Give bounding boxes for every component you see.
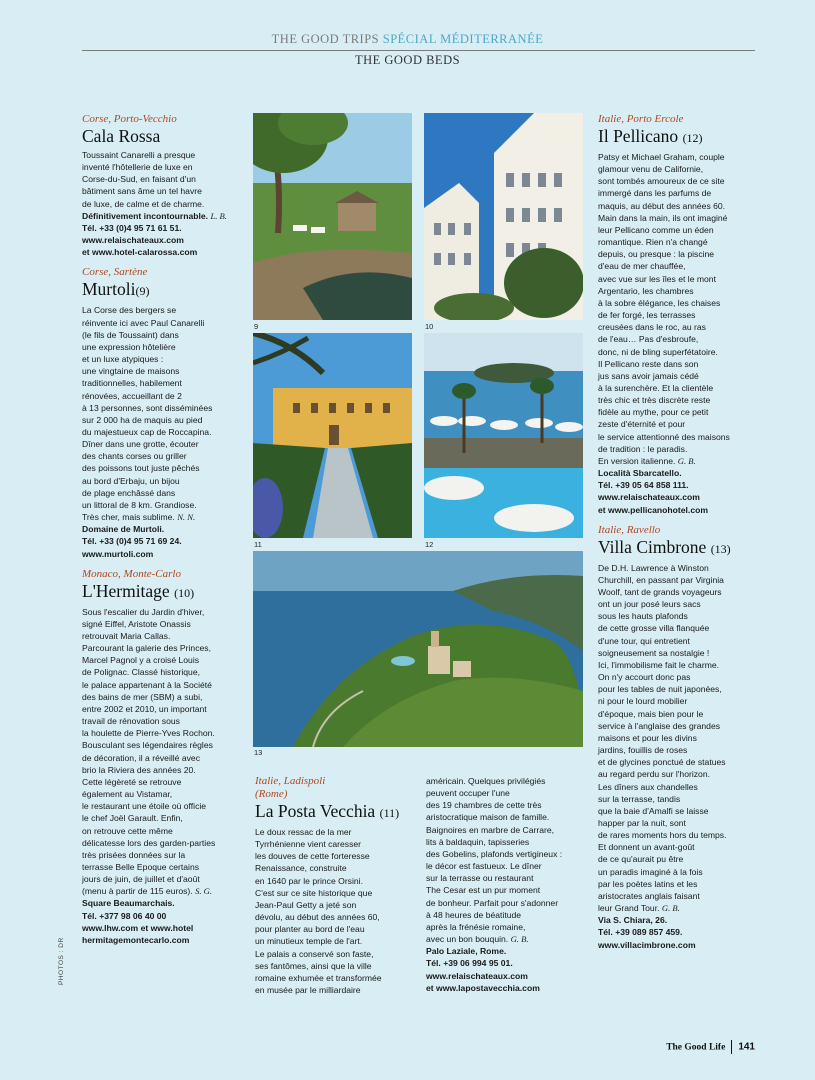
text-line: donc, ni de bling superfétatoire. xyxy=(598,346,718,357)
page-number: 141 xyxy=(738,1041,755,1053)
body-last-line: (menu à partir de 115 euros). xyxy=(82,886,193,897)
text-line: Et donnent un avant-goût xyxy=(598,842,695,853)
text-line: sont tombés amoureux de ce site xyxy=(598,176,725,187)
text-line: Dîner dans une grotte, écouter xyxy=(82,439,199,450)
text-line: creusées dans le roc, au ras xyxy=(598,322,706,333)
text-line: peuvent occuper l'une xyxy=(426,788,510,799)
photo-posta-vecchia xyxy=(253,333,412,538)
magazine-name: The Good Life xyxy=(666,1042,726,1053)
text-line: Tyrrhénienne vient caresser xyxy=(255,839,362,850)
text-line: Patsy et Michael Graham, couple xyxy=(598,152,725,162)
text-line: une vingtaine de maisons xyxy=(82,366,180,377)
body-text xyxy=(598,562,758,902)
body-text xyxy=(82,304,247,511)
text-line: à 48 heures de béatitude xyxy=(426,909,522,920)
text-line: hermitagemontecarlo.com xyxy=(82,934,190,945)
text-line: de tradition : le paradis. xyxy=(598,443,688,454)
text-line: très chic et très discrète reste xyxy=(598,395,711,406)
text-line: réinvente ici avec Paul Canarelli xyxy=(82,317,205,328)
text-line: happer par la nuit, sont xyxy=(598,817,686,828)
author-initials: L. B. xyxy=(210,210,227,221)
text-line: retrouvait Maria Callas. xyxy=(82,631,171,641)
text-line: une expression hôtelière xyxy=(82,341,176,352)
text-line: en musée par le milliardaire xyxy=(255,985,361,996)
photo-reference: (13) xyxy=(710,541,731,556)
photo-cala-rossa xyxy=(253,113,412,320)
contact-info xyxy=(426,945,586,994)
article-hermitage xyxy=(82,568,247,946)
text-line: le service attentionné des maisons xyxy=(598,431,730,442)
contact-info xyxy=(598,914,758,950)
text-line: la houlette de Pierre-Yves Rochon. xyxy=(82,728,215,739)
text-line: www.relaischateaux.com xyxy=(82,235,184,246)
text-line: Corse-du-Sud, en faisant d'un xyxy=(82,174,196,185)
contact-info xyxy=(82,222,247,258)
hotel-name xyxy=(82,581,247,603)
photo-reference: (12) xyxy=(682,131,703,145)
text-line: terrasse Belle Epoque certains xyxy=(82,861,200,872)
text-line: également au Vistamar, xyxy=(82,789,173,800)
text-line: dévolu, au début des années 60, xyxy=(255,912,380,923)
hotel-name xyxy=(598,126,758,148)
text-line: Tél. +39 05 64 858 111. xyxy=(598,480,689,491)
text-line: www.villacimbrone.com xyxy=(598,939,696,950)
text-line: bâtiment sans âme un tel havre xyxy=(82,186,202,197)
author-initials: S. G. xyxy=(195,886,213,897)
text-line: Baignoires en marbre de Carrare, xyxy=(426,824,555,835)
header-rule xyxy=(82,50,755,51)
text-line: jus sans avoir jamais cédé xyxy=(598,370,699,381)
text-line: Palo Laziale, Rome. xyxy=(426,946,507,957)
body-text xyxy=(426,775,586,933)
text-line: www.murtoli.com xyxy=(82,548,154,559)
location: Corse, Sartène xyxy=(82,266,148,279)
text-line: sur la terrasse ou restaurant xyxy=(426,873,534,884)
location-city: (Rome) xyxy=(255,788,288,800)
hotel-name xyxy=(598,537,758,559)
hotel-name-text: L'Hermitage xyxy=(82,580,170,601)
text-line: de rares moments hors du temps. xyxy=(598,830,727,841)
page-footer xyxy=(666,1040,755,1054)
location: Monaco, Monte-Carlo xyxy=(82,567,181,580)
text-line: et www.pellicanohotel.com xyxy=(598,504,708,515)
hotel-name-text: Cala Rossa xyxy=(82,126,161,146)
text-line: et de glycines ponctué de statues xyxy=(598,757,726,768)
text-line: fidèle au mythe, pour ce petit xyxy=(598,407,709,418)
hotel-name-text: Murtoli xyxy=(82,279,136,300)
text-line: sous les hauts plafonds xyxy=(598,611,688,622)
text-line: Via S. Chiara, 26. xyxy=(598,915,668,926)
text-line: de cette grosse villa flanquée xyxy=(598,623,710,634)
text-line: d'époque, mais bien pour le xyxy=(598,708,704,719)
text-line: que la baie d'Amalfi se laisse xyxy=(598,805,709,816)
text-line: au bord d'Erbaju, un bijou xyxy=(82,475,180,486)
text-line: Renaissance, construite xyxy=(255,863,347,874)
hotel-name xyxy=(82,279,247,301)
page-header xyxy=(0,32,815,68)
text-line: maisons et pour les divins xyxy=(598,732,697,743)
photo-reference: (11) xyxy=(379,806,400,820)
hotel-name xyxy=(255,801,415,823)
text-line: le décor est fastueux. Le dîner xyxy=(426,861,542,872)
text-line: www.relaischateaux.com xyxy=(426,970,528,981)
text-line: service à l'anglaise des grandes xyxy=(598,720,721,731)
text-line: www.lhw.com et www.hotel xyxy=(82,922,194,933)
photo-pellicano xyxy=(424,333,583,538)
text-line: leur Pellicano comme un éden xyxy=(598,224,714,235)
body-last-line: Définitivement incontournable. xyxy=(82,210,209,221)
text-line: de plage enchâssé dans xyxy=(82,487,176,498)
text-line: ni pour le lourd mobilier xyxy=(598,696,688,707)
photo-number: 11 xyxy=(254,540,262,549)
body-text xyxy=(255,826,415,996)
text-line: et un luxe atypiques : xyxy=(82,354,164,365)
article-posta-vecchia xyxy=(255,775,415,996)
text-line: et www.hotel-calarossa.com xyxy=(82,247,198,258)
text-line: des chants corses ou griller xyxy=(82,451,187,462)
author-initials: G. B. xyxy=(661,903,680,914)
contact-info xyxy=(82,523,247,559)
photo-reference: (9) xyxy=(135,284,150,299)
text-line: jours de juin, de juillet et d'août xyxy=(82,874,200,885)
text-line: au regard perdu sur l'horizon. xyxy=(598,769,710,780)
text-line: les douves de cette forteresse xyxy=(255,851,370,862)
left-column xyxy=(82,113,247,954)
text-line: des 19 chambres de cette très xyxy=(426,800,542,811)
photo-credit: PHOTOS : DR xyxy=(58,937,65,985)
text-line: un minutieux temple de l'art. xyxy=(255,936,363,947)
text-line: entre 2002 et 2010, un important xyxy=(82,703,207,714)
text-line: Square Beaumarchais. xyxy=(82,898,175,909)
right-column xyxy=(598,113,758,959)
body-text xyxy=(82,606,247,886)
text-line: Il Pellicano reste dans son xyxy=(598,358,699,369)
text-line: un paradis imaginé à la fois xyxy=(598,866,703,877)
body-last-line: avec un bon bouquin. xyxy=(426,934,509,945)
text-line: Sous l'escalier du Jardin d'hiver, xyxy=(82,606,205,617)
text-line: aristocrates anglais faisant xyxy=(598,890,700,901)
article-cala-rossa xyxy=(82,113,247,258)
text-line: brio la Riviera des années 20. xyxy=(82,764,196,775)
text-line: traditionnelles, habilement xyxy=(82,378,182,389)
text-line: The Cesar est un pur moment xyxy=(426,885,541,896)
text-line: à 13 personnes, sont disséminées xyxy=(82,402,213,413)
text-line: avec vue sur les îles et le mont xyxy=(598,273,716,284)
photo-villa-cimbrone xyxy=(253,551,583,747)
text-line: rénovées, accueillant de 2 xyxy=(82,390,182,401)
text-line: le restaurant une étoile où officie xyxy=(82,801,207,812)
article-posta-vecchia-cont xyxy=(426,775,586,994)
text-line: un littoral de 8 km. Grandiose. xyxy=(82,499,197,510)
contact-info xyxy=(598,467,758,516)
photo-number: 10 xyxy=(425,322,434,331)
article-pellicano xyxy=(598,113,758,516)
text-line: Tél. +33 (0)4 95 71 69 24. xyxy=(82,536,182,547)
text-line: Toussaint Canarelli a presque xyxy=(82,150,196,160)
photo-reference: (10) xyxy=(174,585,195,600)
text-line: Tél. +33 (0)4 95 71 61 51. xyxy=(82,222,182,233)
text-line: glamour venu de Californie, xyxy=(598,164,704,175)
text-line: Cette légèreté se retrouve xyxy=(82,776,182,787)
text-line: sur la terrasse, tandis xyxy=(598,793,681,804)
text-line: Ici, l'immobilisme fait le charme. xyxy=(598,659,720,670)
photo-number: 13 xyxy=(254,748,263,757)
text-line: Churchill, en passant par Virginia xyxy=(598,574,724,585)
location: Italie, Porto Ercole xyxy=(598,113,684,125)
text-line: du majestueux cap de Roccapina. xyxy=(82,426,212,437)
text-line: inventé l'hôtellerie de luxe en xyxy=(82,162,193,173)
text-line: soigneusement sa nostalgie ! xyxy=(598,647,710,658)
text-line: Domaine de Murtoli. xyxy=(82,524,165,535)
text-line: le palace appartenant à la Société xyxy=(82,679,212,690)
section-subtitle: THE GOOD BEDS xyxy=(354,53,461,67)
text-line: de l'eau… Pas d'esbroufe, xyxy=(598,334,699,345)
photo-number: 9 xyxy=(254,322,259,331)
text-line: depuis, ou presque : la piscine xyxy=(598,249,715,260)
text-line: sur 2 000 ha de maquis au pied xyxy=(82,414,203,425)
text-line: www.relaischateaux.com xyxy=(598,492,700,503)
text-line: Le doux ressac de la mer xyxy=(255,827,352,837)
text-line: le chef Joël Garault. Enfin, xyxy=(82,813,183,824)
text-line: ses fantômes, ainsi que la ville xyxy=(255,960,372,971)
section-label: THE GOOD TRIPS xyxy=(271,32,380,46)
text-line: en 1640 par le prince Orsini. xyxy=(255,875,363,886)
text-line: Woolf, tant de grands voyageurs xyxy=(598,587,722,597)
location: Italie, Ladispoli xyxy=(255,775,326,787)
text-line: travail de rénovation sous xyxy=(82,716,180,727)
text-line: maquis, au début des années 60. xyxy=(598,200,726,211)
text-line: par les poètes latins et les xyxy=(598,878,698,889)
text-line: à la sobre élégance, les chaises xyxy=(598,297,721,308)
photo-number: 12 xyxy=(425,540,434,549)
text-line: romantique. Rien n'a changé xyxy=(598,237,708,248)
text-line: américain. Quelques privilégiés xyxy=(426,776,546,786)
hotel-name-text: La Posta Vecchia xyxy=(255,801,376,821)
text-line: on retrouve cette même xyxy=(82,825,173,836)
section-title xyxy=(0,32,815,47)
text-line: pour les tables de nuit japonées, xyxy=(598,684,722,695)
text-line: lits à baldaquin, tapisseries xyxy=(426,836,530,847)
text-line: Marcel Pagnol y a croisé Louis xyxy=(82,655,200,666)
contact-info xyxy=(82,897,247,946)
text-line: C'est sur ce site historique que xyxy=(255,887,373,898)
text-line: très prisées données sur la xyxy=(82,849,186,860)
text-line: (le fils de Toussaint) dans xyxy=(82,329,179,340)
text-line: De D.H. Lawrence à Winston xyxy=(598,562,709,573)
text-line: Argentario, les chambres xyxy=(598,285,694,296)
text-line: La Corse des bergers se xyxy=(82,305,177,316)
text-line: Le palais a conservé son faste, xyxy=(255,948,374,959)
text-line: Tél. +377 98 06 40 00 xyxy=(82,910,167,921)
text-line: Main dans la main, ils ont imaginé xyxy=(598,212,728,223)
photo-hermitage xyxy=(424,113,583,320)
text-line: des bains de mer (SBM) a subi, xyxy=(82,691,203,702)
body-last-line: En version italienne. xyxy=(598,455,676,466)
text-line: Bousculant ses légendaires règles xyxy=(82,740,213,751)
footer-divider xyxy=(731,1040,732,1054)
text-line: des poissons tout juste pêchés xyxy=(82,463,200,474)
text-line: Les dîners aux chandelles xyxy=(598,781,698,792)
body-last-line: leur Grand Tour. xyxy=(598,903,660,914)
text-line: de fer forgé, les terrasses xyxy=(598,310,696,321)
special-label: SPÉCIAL MÉDITERRANÉE xyxy=(382,32,544,46)
text-line: Tél. +39 06 994 95 01. xyxy=(426,958,513,969)
text-line: immergé dans les parfums de xyxy=(598,188,712,199)
text-line: On n'y accourt donc pas xyxy=(598,672,691,683)
location: Italie, Ravello xyxy=(598,523,661,536)
text-line: de bonheur. Parfait pour s'adonner xyxy=(426,897,559,908)
body-text xyxy=(82,149,247,210)
body-text xyxy=(598,151,758,455)
text-line: Jean-Paul Getty a jeté son xyxy=(255,899,357,910)
author-initials: N. N. xyxy=(177,512,196,523)
text-line: de luxe, de calme et de charme. xyxy=(82,198,205,209)
article-villa-cimbrone xyxy=(598,524,758,951)
hotel-name-text: Il Pellicano xyxy=(598,126,679,146)
hotel-name xyxy=(82,126,247,146)
text-line: zeste d'éternité et pour xyxy=(598,419,686,430)
text-line: à la surenchère. Et la clientèle xyxy=(598,382,714,393)
text-line: de ce qu'aurait pu être xyxy=(598,854,684,865)
text-line: signé Eiffel, Aristote Onassis xyxy=(82,618,191,629)
author-initials: G. B. xyxy=(677,455,696,466)
text-line: pour planter au bord de l'eau xyxy=(255,924,365,935)
text-line: de décoration, il a réveillé avec xyxy=(82,752,200,763)
author-initials: G. B. xyxy=(510,934,529,945)
text-line: d'une tour, qui entretient xyxy=(598,635,690,646)
text-line: Località Sbarcatello. xyxy=(598,468,682,479)
article-murtoli xyxy=(82,266,247,559)
text-line: Parcourant la galerie des Princes, xyxy=(82,643,211,654)
text-line: et www.lapostavecchia.com xyxy=(426,982,540,993)
text-line: jardins, fouillis de roses xyxy=(598,745,688,756)
text-line: délicatesse lors des garden-parties xyxy=(82,837,216,848)
text-line: Tél. +39 089 857 459. xyxy=(598,927,683,938)
text-line: romaine exhumée et transformée xyxy=(255,972,382,983)
text-line: après la frénésie romaine, xyxy=(426,921,526,932)
text-line: des Gobelins, plafonds vertigineux : xyxy=(426,848,563,859)
text-line: ont un jour posé leurs sacs xyxy=(598,599,701,610)
location: Corse, Porto-Vecchio xyxy=(82,113,177,125)
text-line: aristocratique maison de famille. xyxy=(426,812,550,823)
hotel-name-text: Villa Cimbrone xyxy=(598,536,707,557)
text-line: de Polignac. Classé historique, xyxy=(82,667,200,678)
text-line: d'eau de mer chauffée, xyxy=(598,261,686,272)
body-last-line: Très cher, mais sublime. xyxy=(82,512,175,523)
